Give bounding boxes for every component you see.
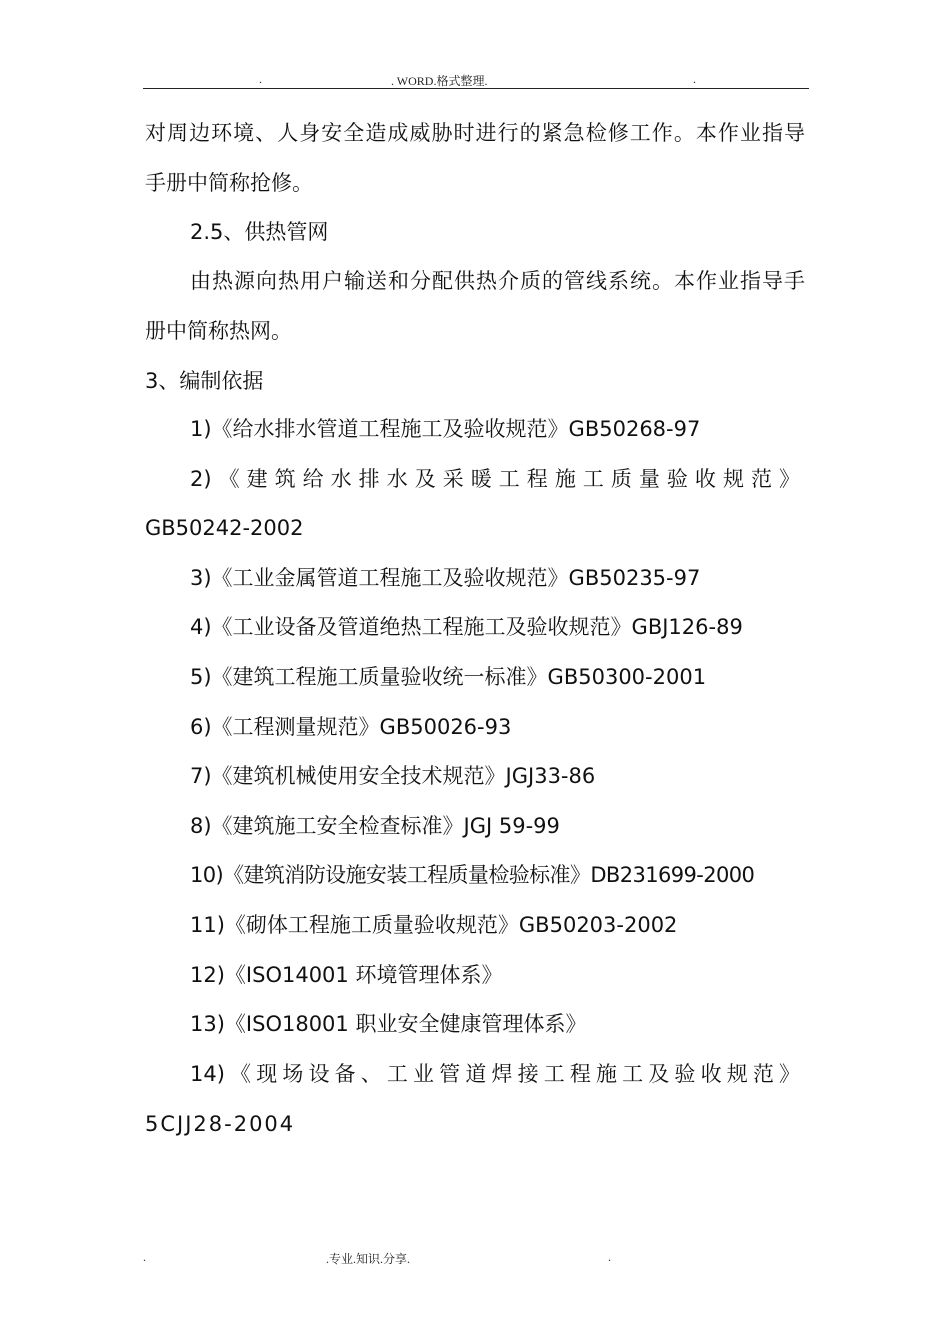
- header-title: . WORD.格式整理.: [391, 74, 488, 88]
- reference-item: 2)《建筑给水排水及采暖工程施工质量验收规范》: [190, 467, 800, 491]
- reference-item: 6)《工程测量规范》GB50026-93: [190, 715, 512, 739]
- reference-item: 12)《ISO14001 环境管理体系》: [190, 963, 503, 987]
- reference-item: 14)《现场设备、工业管道焊接工程施工及验收规范》: [190, 1062, 800, 1086]
- reference-item: 4)《工业设备及管道绝热工程施工及验收规范》GBJ126-89: [190, 615, 743, 639]
- section-heading: 2.5、供热管网: [190, 220, 329, 244]
- page-header: [143, 70, 809, 89]
- page-footer: [143, 1250, 809, 1268]
- reference-item: 1)《给水排水管道工程施工及验收规范》GB50268-97: [190, 417, 701, 441]
- reference-item: 5)《建筑工程施工质量验收统一标准》GB50300-2001: [190, 665, 707, 689]
- reference-item-continued: 5CJJ28-2004: [145, 1112, 296, 1136]
- paragraph-line: 手册中简称抢修。: [145, 171, 313, 195]
- reference-item: 7)《建筑机械使用安全技术规范》JGJ33-86: [190, 764, 596, 788]
- reference-item: 13)《ISO18001 职业安全健康管理体系》: [190, 1012, 587, 1036]
- reference-item-continued: GB50242-2002: [145, 516, 304, 540]
- paragraph-line: 由热源向热用户输送和分配供热介质的管线系统。本作业指导手: [190, 269, 805, 293]
- paragraph-line: 册中简称热网。: [145, 319, 292, 343]
- footer-left-dot: .: [143, 1250, 146, 1264]
- header-left-dot: .: [259, 72, 262, 86]
- footer-text: .专业.知识.分享.: [326, 1252, 411, 1266]
- reference-item: 10)《建筑消防设施安装工程质量检验标准》DB231699-2000: [190, 863, 755, 887]
- header-right-dot: .: [693, 72, 696, 86]
- paragraph-line: 对周边环境、人身安全造成威胁时进行的紧急检修工作。本作业指导: [145, 121, 805, 145]
- reference-item: 8)《建筑施工安全检查标准》JGJ 59-99: [190, 814, 560, 838]
- footer-right-dot: .: [608, 1250, 611, 1264]
- reference-item: 11)《砌体工程施工质量验收规范》GB50203-2002: [190, 913, 678, 937]
- section-heading: 3、编制依据: [145, 369, 264, 393]
- reference-item: 3)《工业金属管道工程施工及验收规范》GB50235-97: [190, 566, 701, 590]
